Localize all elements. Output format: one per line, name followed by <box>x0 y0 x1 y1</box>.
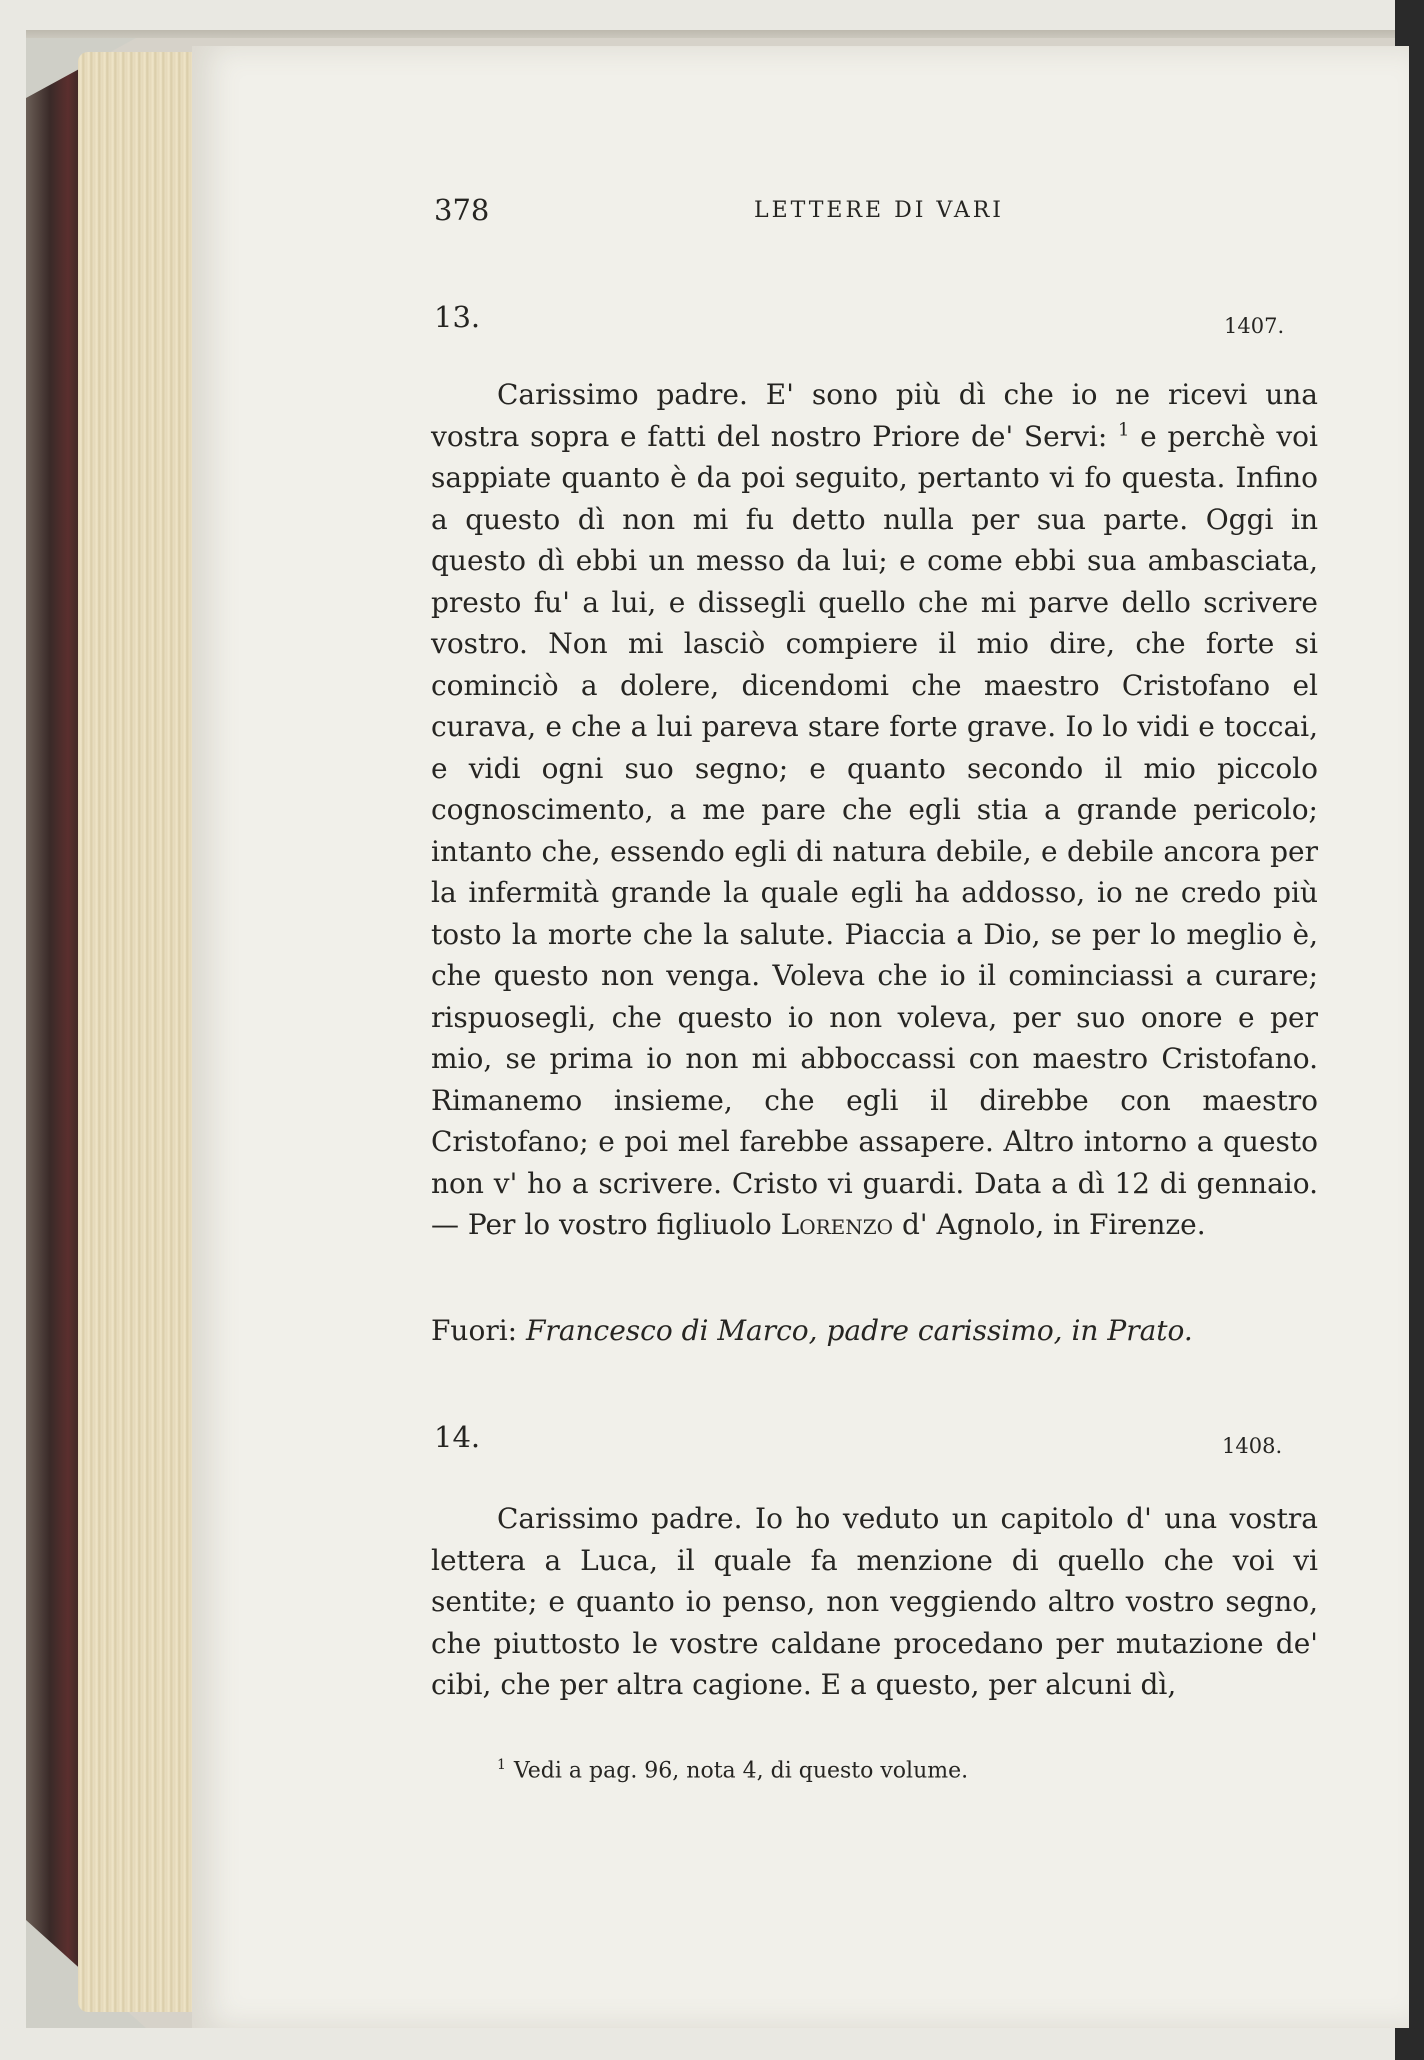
address-label: Fuori: <box>431 1314 518 1347</box>
page-edges <box>78 52 198 2012</box>
letter-body: Carissimo padre. Io ho veduto un capitolo d' una vostra lettera a Luca, il quale fa menzione di quello che voi vi sentite; e quanto io penso, non veggiendo altro vostro segno, che piuttosto le vostre caldane procedano per mutazione de' cibi, che per altra cagione. E a questo, per alcuni dì, <box>431 1502 1318 1701</box>
letter-address <box>431 1310 1331 1351</box>
running-head <box>434 193 1314 233</box>
footnote-reference: 1 <box>1117 419 1130 441</box>
signature: Lorenzo <box>780 1208 894 1241</box>
book-spine-board <box>26 38 86 2028</box>
running-title: LETTERE DI VARI <box>754 198 1004 223</box>
letter-number: 14. <box>434 1420 481 1454</box>
letter-body: Carissimo padre. E' sono più dì che io ne ricevi una vostra sopra e fatti del nostro Priore de' Servi: $^1$ e perchè voi sappiate quanto è da poi seguito, pertanto vi fo questa. Infino a questo dì non mi fu detto nulla per sua parte. Oggi in questo dì ebbi un messo da lui; e come ebbi sua ambasciata, presto fu' a lui, e dissegli quello che mi parve dello scrivere vostro. Non mi lasciò compiere il mio dire, che forte si cominciò a dolere, dicendomi che maestro Cristofano el curava, e che a lui pareva stare forte grave. Io lo vidi e toccai, e vidi ogni suo segno; e quanto secondo il mio piccolo cognoscimento, a me pare che egli stia a grande pericolo; intanto che, essendo egli di natura debile, e debile ancora per la infermità grande la quale egli ha addosso, io ne credo più tosto la morte che la salute. Piaccia a Dio, se per lo meglio è, che questo non venga. Voleva che io il cominciassi a curare; rispuosegli, che questo io non voleva, per suo onore e per mio, se prima io non mi abboccassi con maestro Cristofano. Rimanemo insieme, che egli il direbbe con maestro Cristofano; e poi mel farebbe assapere. Altro intorno a questo non v' ho a scrivere. Cristo vi guardi. Data a dì 12 di gennaio. — Per lo vostro figliuolo Lorenzo d' Agnolo, in Firenze. <box>431 378 1318 1241</box>
footnote-mark: 1 <box>497 1757 506 1773</box>
page-number: 378 <box>434 193 490 227</box>
address-text: Francesco di Marco, padre carissimo, in Prato. <box>526 1314 1193 1347</box>
footnote <box>497 1750 1197 1786</box>
letter-year: 1407. <box>1224 314 1285 338</box>
footnote-text: Vedi a pag. 96, nota 4, di questo volume. <box>513 1758 969 1784</box>
letter-year: 1408. <box>1222 1434 1283 1458</box>
letter-number: 13. <box>434 300 481 334</box>
